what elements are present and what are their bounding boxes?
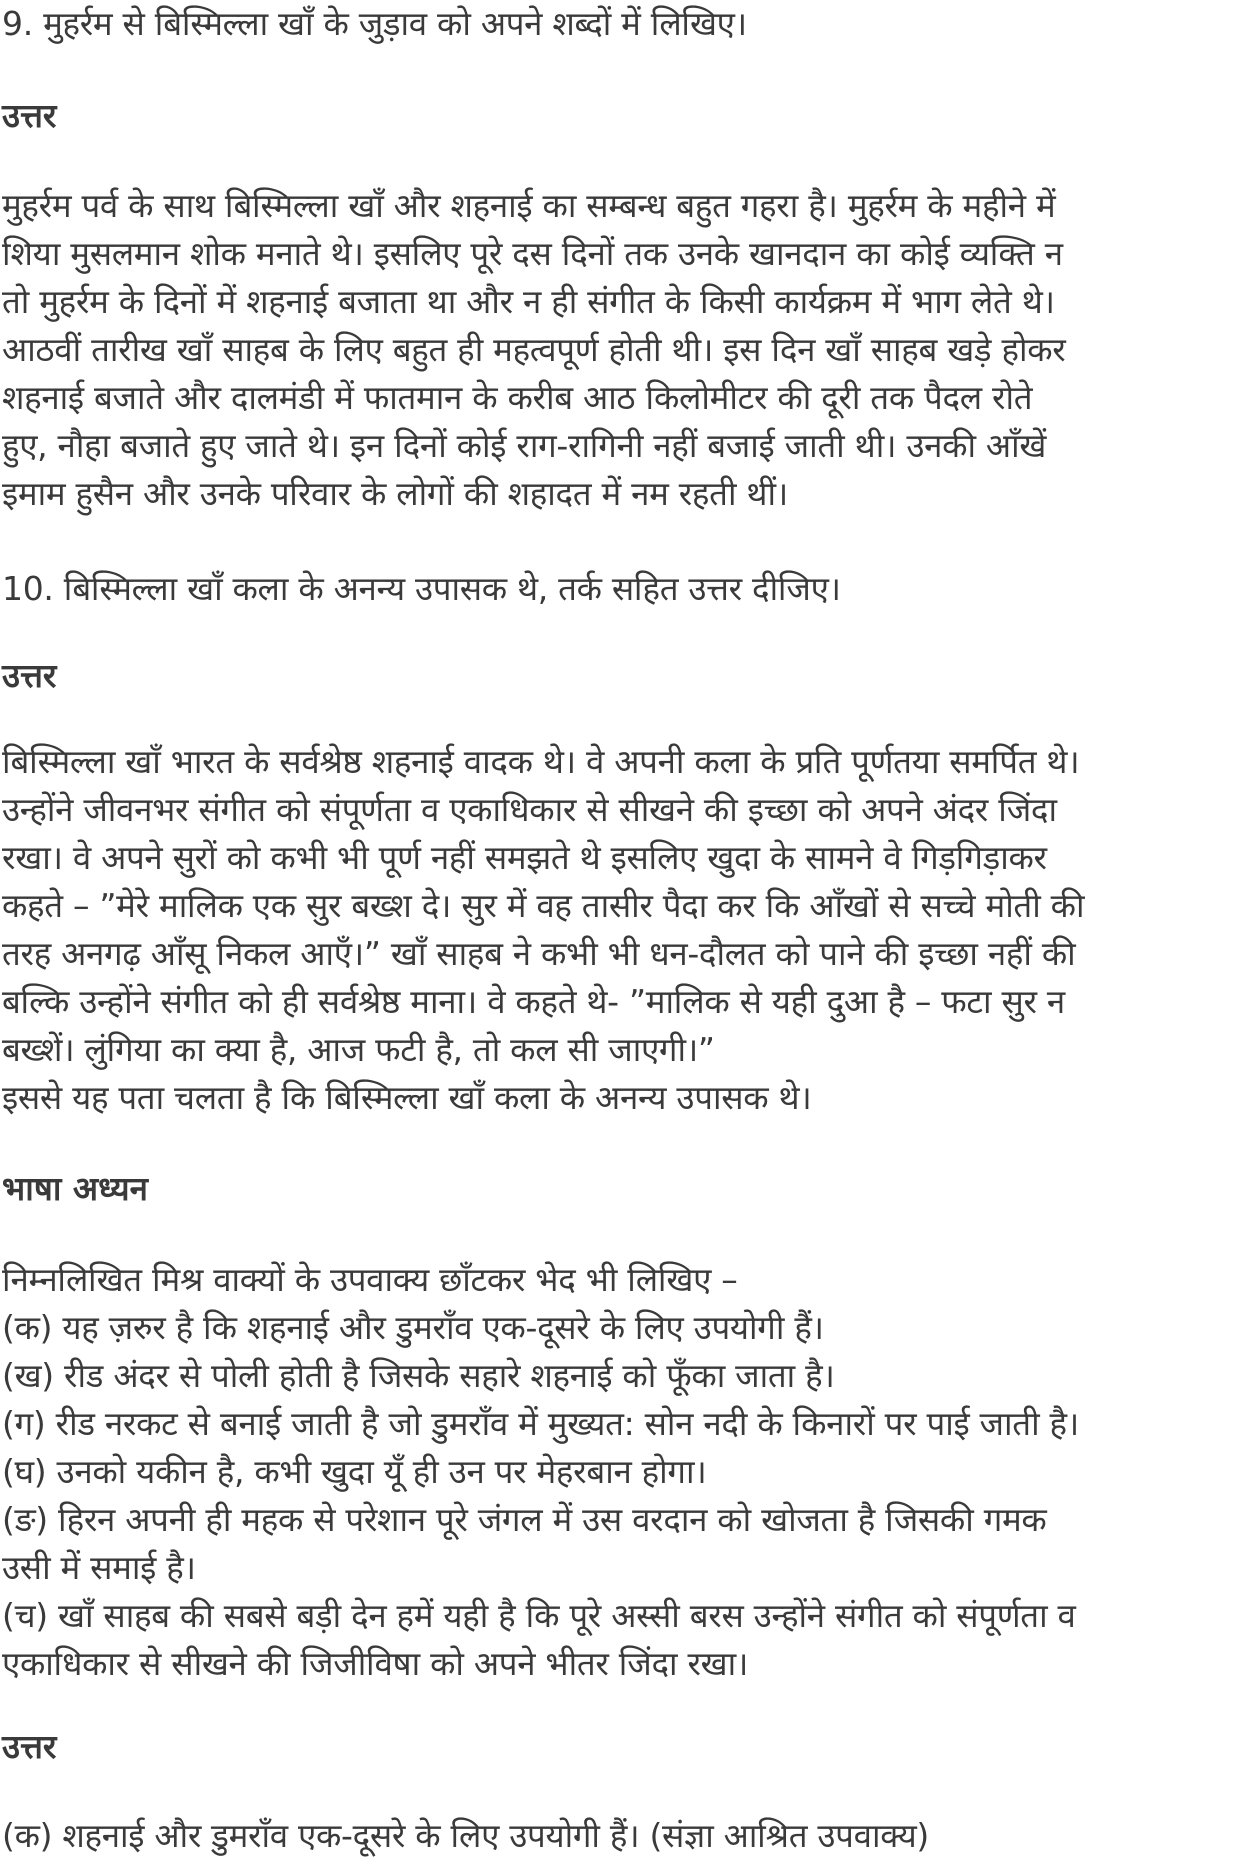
exercise-item: (ख) रीड अंदर से पोली होती है जिसके सहारे शहनाई को फूँका जाता है। bbox=[2, 1356, 835, 1395]
paragraph-line: शहनाई बजाते और दालमंडी में फातमान के करीब आठ किलोमीटर की दूरी तक पैदल रोते bbox=[2, 378, 1033, 417]
paragraph-line: रखा। वे अपने सुरों को कभी भी पूर्ण नहीं समझते थे इसलिए खुदा के सामने वे गिड़गिड़ाकर bbox=[2, 838, 1047, 877]
question-10: 10. बिस्मिल्ला खाँ कला के अनन्य उपासक थे, तर्क सहित उत्तर दीजिए। bbox=[2, 569, 841, 608]
answer-paragraph-3 bbox=[2, 1812, 929, 1860]
exercise-instruction: निम्नलिखित मिश्र वाक्यों के उपवाक्य छाँटकर भेद भी लिखिए – bbox=[2, 1260, 738, 1299]
exercise-item: (क) यह ज़रुर है कि शहनाई और डुमराँव एक-दूसरे के लिए उपयोगी हैं। bbox=[2, 1308, 824, 1347]
exercise-item: (च) खाँ साहब की सबसे बड़ी देन हमें यही है कि पूरे अस्सी बरस उन्होंने संगीत को संपूर्णता व bbox=[2, 1596, 1076, 1635]
paragraph-line: बख्शें। लुंगिया का क्या है, आज फटी है, तो कल सी जाएगी।” bbox=[2, 1030, 715, 1069]
answer-paragraph-2 bbox=[2, 738, 1084, 1122]
answer-heading-1: उत्तर bbox=[2, 96, 57, 135]
paragraph-line: मुहर्रम पर्व के साथ बिस्मिल्ला खाँ और शहनाई का सम्बन्ध बहुत गहरा है। मुहर्रम के महीने में bbox=[2, 186, 1056, 225]
exercise-item-continued: एकाधिकार से सीखने की जिजीविषा को अपने भीतर जिंदा रखा। bbox=[2, 1644, 749, 1683]
exercise-item: (घ) उनको यकीन है, कभी खुदा यूँ ही उन पर मेहरबान होगा। bbox=[2, 1452, 707, 1491]
answer-heading-2: उत्तर bbox=[2, 656, 57, 695]
paragraph-line: उन्होंने जीवनभर संगीत को संपूर्णता व एकाधिकार से सीखने की इच्छा को अपने अंदर जिंदा bbox=[2, 790, 1057, 829]
exercise-item-continued: उसी में समाई है। bbox=[2, 1548, 196, 1587]
paragraph-line: तो मुहर्रम के दिनों में शहनाई बजाता था और न ही संगीत के किसी कार्यक्रम में भाग लेते थे। bbox=[2, 282, 1055, 321]
section-heading-language-study: भाषा अध्यन bbox=[2, 1169, 148, 1208]
paragraph-line: (क) शहनाई और डुमराँव एक-दूसरे के लिए उपयोगी हैं। (संज्ञा आश्रित उपवाक्य) bbox=[2, 1816, 929, 1855]
paragraph-line: इससे यह पता चलता है कि बिस्मिल्ला खाँ कला के अनन्य उपासक थे। bbox=[2, 1078, 812, 1117]
exercise-paragraph bbox=[2, 1256, 1079, 1688]
paragraph-line: बिस्मिल्ला खाँ भारत के सर्वश्रेष्ठ शहनाई वादक थे। वे अपनी कला के प्रति पूर्णतया समर्पित थे। bbox=[2, 742, 1080, 781]
paragraph-line: तरह अनगढ़ आँसू निकल आएँ।” खाँ साहब ने कभी भी धन-दौलत को पाने की इच्छा नहीं की bbox=[2, 934, 1076, 973]
paragraph-line: कहते – ”मेरे मालिक एक सुर बख्श दे। सुर में वह तासीर पैदा कर कि आँखों से सच्चे मोती की bbox=[2, 886, 1085, 925]
paragraph-line: इमाम हुसैन और उनके परिवार के लोगों की शहादत में नम रहती थीं। bbox=[2, 474, 788, 513]
exercise-item: (ङ) हिरन अपनी ही महक से परेशान पूरे जंगल में उस वरदान को खोजता है जिसकी गमक bbox=[2, 1500, 1047, 1539]
answer-paragraph-1 bbox=[2, 182, 1066, 518]
paragraph-line: आठवीं तारीख खाँ साहब के लिए बहुत ही महत्वपूर्ण होती थी। इस दिन खाँ साहब खड़े होकर bbox=[2, 330, 1066, 369]
paragraph-line: शिया मुसलमान शोक मनाते थे। इसलिए पूरे दस दिनों तक उनके खानदान का कोई व्यक्ति न bbox=[2, 234, 1063, 273]
paragraph-line: हुए, नौहा बजाते हुए जाते थे। इन दिनों कोई राग-रागिनी नहीं बजाई जाती थी। उनकी आँखें bbox=[2, 426, 1047, 465]
exercise-item: (ग) रीड नरकट से बनाई जाती है जो डुमराँव में मुख्यत: सोन नदी के किनारों पर पाई जाती है। bbox=[2, 1404, 1079, 1443]
answer-heading-3: उत्तर bbox=[2, 1727, 57, 1766]
paragraph-line: बल्कि उन्होंने संगीत को ही सर्वश्रेष्ठ माना। वे कहते थे- ”मालिक से यही दुआ है – फटा सुर न bbox=[2, 982, 1065, 1021]
question-9: 9. मुहर्रम से बिस्मिल्ला खाँ के जुड़ाव को अपने शब्दों में लिखिए। bbox=[2, 4, 747, 43]
